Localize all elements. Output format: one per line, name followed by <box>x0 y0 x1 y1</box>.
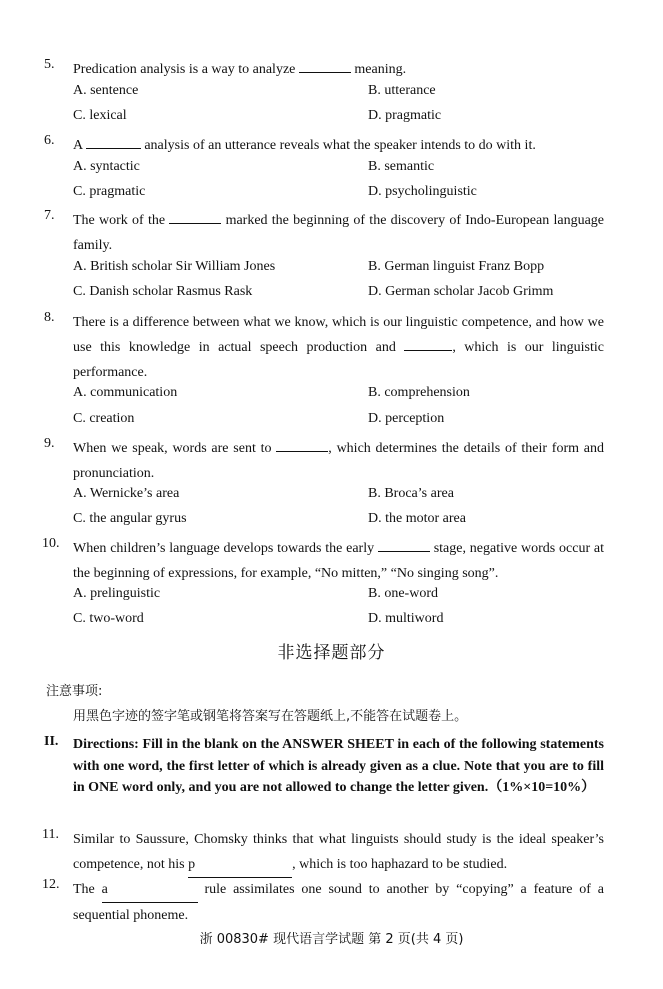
answer-blank <box>102 877 198 903</box>
option-b: B. German linguist Franz Bopp <box>368 259 545 274</box>
question-text: Similar to Saussure, Chomsky thinks that what linguists should study is the ideal speaker’s competence, not his p , which is too haphazard to be studied. <box>73 827 604 878</box>
option-d: D. multiword <box>368 611 444 626</box>
option-b: B. semantic <box>368 159 435 174</box>
option-a: A. communication <box>73 385 178 400</box>
option-b: B. utterance <box>368 83 436 98</box>
question-12 <box>44 877 604 929</box>
section-title: 非选择题部分 <box>277 643 386 663</box>
option-c: C. creation <box>73 411 135 426</box>
question-11 <box>44 827 604 879</box>
option-a: A. Wernicke’s area <box>73 486 180 501</box>
option-d: D. pragmatic <box>368 108 442 123</box>
notice-heading: 注意事项: <box>46 684 103 699</box>
question-10 <box>44 536 604 588</box>
question-number: 9. <box>44 436 55 451</box>
option-a: A. British scholar Sir William Jones <box>73 259 276 274</box>
question-number: 8. <box>44 310 55 325</box>
clue-letter: a <box>101 882 108 897</box>
option-c: C. two-word <box>73 611 144 626</box>
option-a: A. sentence <box>73 83 139 98</box>
option-c: C. pragmatic <box>73 184 146 199</box>
answer-blank <box>378 539 430 552</box>
question-9 <box>44 436 604 488</box>
question-number: 5. <box>44 57 55 72</box>
page-footer: 浙 00830# 现代语言学试题 第 2 页(共 4 页) <box>199 932 464 947</box>
question-text: The a rule assimilates one sound to another by “copying” a feature of a sequential phoneme. <box>73 877 604 928</box>
option-c: C. Danish scholar Rasmus Rask <box>73 284 253 299</box>
question-text: Predication analysis is a way to analyze meaning. <box>73 62 407 77</box>
part-number: II. <box>44 734 59 749</box>
question-8 <box>44 310 604 388</box>
question-text: A analysis of an utterance reveals what the speaker intends to do with it. <box>73 138 536 153</box>
option-d: D. the motor area <box>368 511 466 526</box>
answer-blank <box>276 439 328 452</box>
question-text: When children’s language develops towards the early stage, negative words occur at the beginning of expressions, for example, “No mitten,” “No singing song”. <box>73 541 605 581</box>
answer-blank <box>188 852 292 878</box>
question-number: 6. <box>44 133 55 148</box>
answer-blank <box>299 60 351 73</box>
option-b: B. comprehension <box>368 385 470 400</box>
question-number: 11. <box>42 827 59 842</box>
question-number: 10. <box>42 536 60 551</box>
answer-blank <box>404 338 452 351</box>
question-7 <box>44 208 604 260</box>
option-d: D. perception <box>368 411 445 426</box>
question-number: 12. <box>42 877 60 892</box>
question-text: The work of the marked the beginning of the discovery of Indo-European language family. <box>73 213 604 253</box>
option-a: A. prelinguistic <box>73 586 161 601</box>
directions-text: Directions: Fill in the blank on the ANSWER SHEET in each of the following statements with one word, the first letter of which is already given as a clue. Note that you are to fill in ONE word only, and you are not allowed to change the letter given.（1%×10=10%） <box>73 737 604 795</box>
question-text: There is a difference between what we know, which is our linguistic competence, and how we use this knowledge in actual speech production and , which is our linguistic performance. <box>73 315 604 380</box>
clue-letter: p <box>188 857 196 872</box>
option-c: C. the angular gyrus <box>73 511 187 526</box>
answer-blank <box>86 136 141 149</box>
option-b: B. Broca’s area <box>368 486 454 501</box>
option-d: D. German scholar Jacob Grimm <box>368 284 554 299</box>
option-a: A. syntactic <box>73 159 140 174</box>
option-d: D. psycholinguistic <box>368 184 477 199</box>
answer-blank <box>169 211 221 224</box>
directions <box>44 734 604 824</box>
option-b: B. one-word <box>368 586 438 601</box>
notice-body: 用黑色字迹的签字笔或钢笔将答案写在答题纸上,不能答在试题卷上。 <box>73 709 468 724</box>
question-text: When we speak, words are sent to , which determines the details of their form and pronunciation. <box>73 441 605 481</box>
question-number: 7. <box>44 208 55 223</box>
option-c: C. lexical <box>73 108 127 123</box>
